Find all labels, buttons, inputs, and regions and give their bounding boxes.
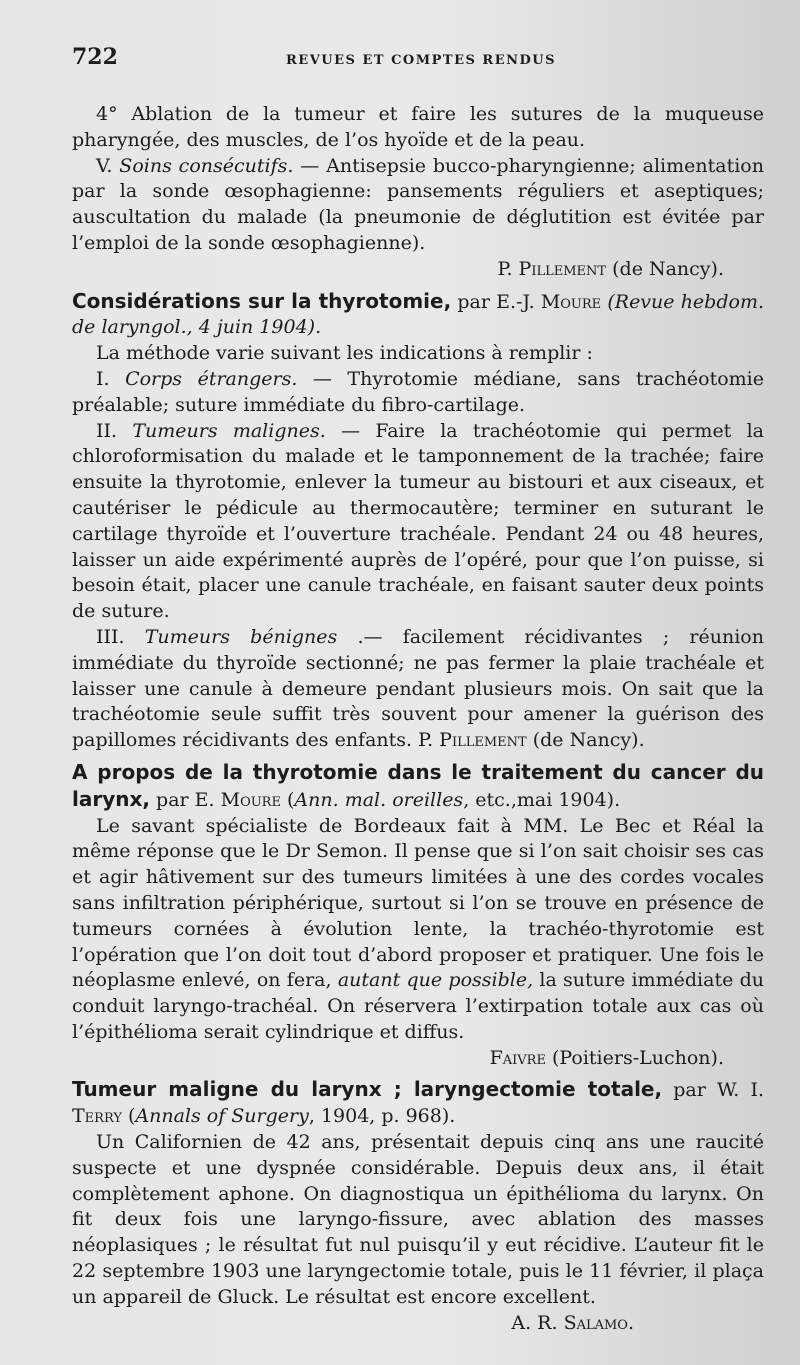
signature-pillement-1: P. Pillement (de Nancy). xyxy=(497,257,724,280)
running-title: REVUES ET COMPTES RENDUS xyxy=(286,53,556,68)
paragraph-tumeurs-malignes: II. Tumeurs malignes. — Faire la trachéotomie qui permet la chloroformisation du malade et le tamponnement de la trachée; faire ensuite la thyrotomie, enlever la tumeur au bistouri et aux ciseaux, et cautériser le pédicule au thermocautère; terminer en suturant le cartilage thyroïde et l’ouverture trachéale. Pendant 24 ou 48 heures, laisser un aide expérimenté auprès de l’opéré, pour que l’on puisse, si besoin était, placer une canule trachéale, en faisant sauter deux points de suture. xyxy=(72,419,764,623)
paragraph-soins: V. Soins consécutifs. — Antisepsie bucco-pharyngienne; alimentation par la sonde œsophagienne: pansements réguliers et aseptiques; auscultation du malade (la pneumonie de déglutition est évitée par l’emploi de la sonde œsophagienne). xyxy=(72,154,764,254)
paragraph-californien: Un Californien de 42 ans, présentait depuis cinq ans une raucité suspecte et une dyspnée considérable. Depuis deux ans, il était complètement aphone. On diagnostiqua un épithélioma du larynx. On fit deux fois une laryngo-fissure, avec ablation des masses néoplasiques ; le résultat fut nul puisqu’il y eut récidive. L’auteur fit le 22 septembre 1903 une laryngectomie totale, puis le 11 février, il plaça un appareil de Gluck. Le résultat est encore excellent. xyxy=(72,1131,764,1308)
page-number: 722 xyxy=(72,44,118,70)
paragraph-methode: La méthode varie suivant les indications à remplir : xyxy=(96,342,593,365)
signature-salamo: A. R. Salamo. xyxy=(511,1311,634,1334)
article-heading-tumeur-maligne: Tumeur maligne du larynx ; laryngectomie totale, par W. I. Terry (Annals of Surgery, 1904, p. 968). xyxy=(72,1077,764,1128)
page-header xyxy=(72,44,764,78)
paragraph-savant: Le savant spécialiste de Bordeaux fait à MM. Le Bec et Réal la même réponse que le Dr Semon. Il pense que si l’on sait choisir ses cas et agir hâtivement sur des tumeurs limitées à une des cordes vocales sans infiltration périphérique, surtout si l’on se trouve en présence de tumeurs cornées à évolution lente, la trachéo-thyrotomie est l’opération que l’on doit tout d’abord proposer et pratiquer. Une fois le néoplasme enlevé, on fera, autant que possible, la suture immédiate du conduit laryngo-trachéal. On réservera l’extirpation totale aux cas où l’épithélioma serait cylindrique et diffus. xyxy=(72,814,764,1043)
article-heading-cancer-larynx: A propos de la thyrotomie dans le traitement du cancer du larynx, par E. Moure (Ann. mal. oreilles, etc.,mai 1904). xyxy=(72,759,764,811)
paragraph-corps-etrangers: I. Corps étrangers. — Thyrotomie médiane, sans trachéotomie préalable; suture immédiate du fibro-cartilage. xyxy=(72,367,764,416)
article-title: Considérations sur la thyrotomie, xyxy=(72,288,452,313)
paragraph-ablation: 4° Ablation de la tumeur et faire les sutures de la muqueuse pharyngée, des muscles, de l’os hyoïde et de la peau. xyxy=(72,103,764,151)
article-title: Tumeur maligne du larynx ; laryngectomie totale, xyxy=(72,1077,663,1102)
article-heading-thyrotomie: Considérations sur la thyrotomie, par E.-J. Moure (Revue hebdom. de laryngol., 4 juin 1904). xyxy=(72,288,764,339)
article-title: A propos de la thyrotomie dans le traitement du cancer du larynx, xyxy=(72,759,764,811)
paragraph-tumeurs-benignes: III. Tumeurs bénignes .— facilement récidivantes ; réunion immédiate du thyroïde sectionné; ne pas fermer la plaie trachéale et laisser une canule à demeure pendant plusieurs mois. On sait que la trachéotomie seule suffit très souvent pour amener la guérison des papillomes récidivants des enfants. P. Pillement (de Nancy). xyxy=(72,625,764,752)
signature-faivre: Faivre (Poitiers-Luchon). xyxy=(489,1046,724,1069)
